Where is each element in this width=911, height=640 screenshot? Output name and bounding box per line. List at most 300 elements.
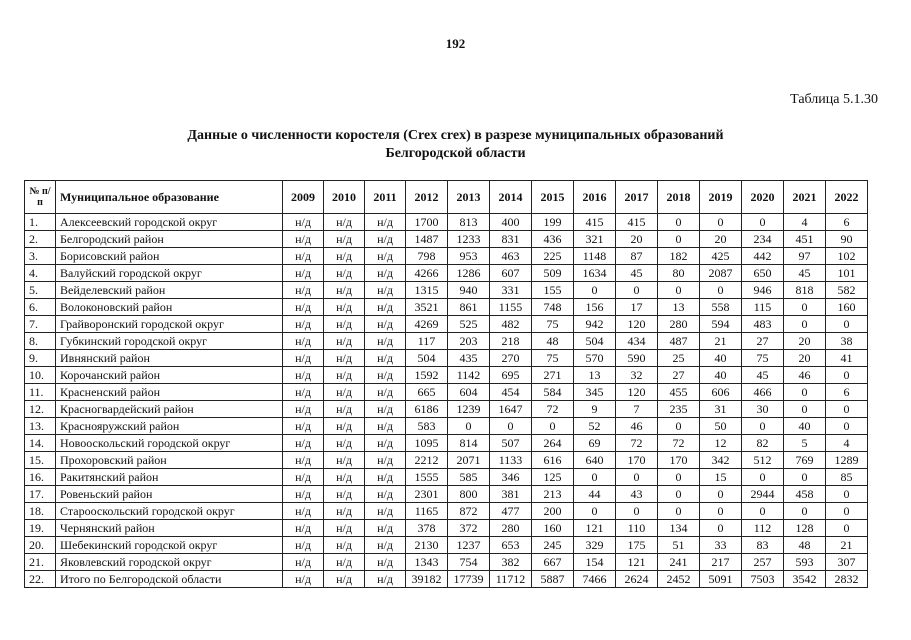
count-cell: н/д (324, 537, 365, 554)
count-cell: 45 (784, 265, 826, 282)
row-number-cell: 6. (25, 299, 56, 316)
municipality-cell: Яковлевский городской округ (56, 554, 283, 571)
count-cell: н/д (365, 282, 406, 299)
count-cell: 160 (532, 520, 574, 537)
column-header-year: 2014 (490, 181, 532, 214)
count-cell: 329 (574, 537, 616, 554)
table-label: Таблица 5.1.30 (790, 92, 878, 107)
count-cell: 558 (700, 299, 742, 316)
count-cell: 0 (784, 401, 826, 418)
count-cell: н/д (283, 282, 324, 299)
count-cell: 0 (700, 214, 742, 231)
table-row (25, 384, 868, 401)
count-cell: 0 (616, 503, 658, 520)
count-cell: н/д (283, 214, 324, 231)
count-cell: 17739 (448, 571, 490, 588)
count-cell: 0 (574, 282, 616, 299)
count-cell: 451 (784, 231, 826, 248)
municipality-cell: Чернянский район (56, 520, 283, 537)
column-header-year: 2013 (448, 181, 490, 214)
count-cell: 0 (784, 503, 826, 520)
count-cell: 41 (826, 350, 868, 367)
count-cell: 695 (490, 367, 532, 384)
count-cell: 72 (532, 401, 574, 418)
count-cell: 4 (784, 214, 826, 231)
count-cell: 120 (616, 316, 658, 333)
count-cell: 45 (742, 367, 784, 384)
count-cell: н/д (365, 452, 406, 469)
count-cell: н/д (283, 503, 324, 520)
count-cell: 382 (490, 554, 532, 571)
row-number-cell: 9. (25, 350, 56, 367)
count-cell: 1133 (490, 452, 532, 469)
table-row (25, 333, 868, 350)
count-cell: 953 (448, 248, 490, 265)
municipality-cell: Валуйский городской округ (56, 265, 283, 282)
count-cell: 9 (574, 401, 616, 418)
count-cell: 213 (532, 486, 574, 503)
count-cell: 0 (700, 486, 742, 503)
count-cell: 0 (826, 316, 868, 333)
column-header-year: 2012 (406, 181, 448, 214)
count-cell: 0 (700, 282, 742, 299)
count-cell: 234 (742, 231, 784, 248)
row-number-cell: 5. (25, 282, 56, 299)
count-cell: 6 (826, 384, 868, 401)
count-cell: н/д (324, 452, 365, 469)
municipality-cell: Шебекинский городской округ (56, 537, 283, 554)
count-cell: н/д (324, 265, 365, 282)
count-cell: 182 (658, 248, 700, 265)
table-row (25, 520, 868, 537)
count-cell: 128 (784, 520, 826, 537)
count-cell: 0 (574, 469, 616, 486)
count-cell: 52 (574, 418, 616, 435)
column-header-year: 2021 (784, 181, 826, 214)
row-number-cell: 11. (25, 384, 56, 401)
count-cell: 4266 (406, 265, 448, 282)
count-cell: 225 (532, 248, 574, 265)
count-cell: 0 (700, 503, 742, 520)
count-cell: 75 (532, 350, 574, 367)
count-cell: 1165 (406, 503, 448, 520)
count-cell: н/д (324, 367, 365, 384)
count-cell: 0 (658, 503, 700, 520)
count-cell: н/д (324, 520, 365, 537)
table-row (25, 367, 868, 384)
count-cell: 280 (658, 316, 700, 333)
count-cell: н/д (324, 231, 365, 248)
count-cell: 1647 (490, 401, 532, 418)
count-cell: 1315 (406, 282, 448, 299)
count-cell: 0 (784, 469, 826, 486)
count-cell: 307 (826, 554, 868, 571)
count-cell: 1237 (448, 537, 490, 554)
count-cell: 121 (616, 554, 658, 571)
count-cell: 154 (574, 554, 616, 571)
count-cell: 1286 (448, 265, 490, 282)
count-cell: 72 (616, 435, 658, 452)
count-cell: 1555 (406, 469, 448, 486)
count-cell: 0 (532, 418, 574, 435)
table-row (25, 571, 868, 588)
count-cell: 0 (658, 282, 700, 299)
table-row (25, 248, 868, 265)
count-cell: н/д (365, 435, 406, 452)
count-cell: 46 (616, 418, 658, 435)
count-cell: 245 (532, 537, 574, 554)
row-number-cell: 13. (25, 418, 56, 435)
count-cell: 946 (742, 282, 784, 299)
table-body (25, 214, 868, 588)
count-cell: 121 (574, 520, 616, 537)
count-cell: 831 (490, 231, 532, 248)
count-cell: н/д (324, 486, 365, 503)
title-line-1: Данные о численности коростеля (Crex crex) в разрезе муниципальных образований (187, 128, 724, 143)
column-header-year: 2022 (826, 181, 868, 214)
column-header-municipality: Муниципальное образование (56, 181, 283, 214)
count-cell: 769 (784, 452, 826, 469)
row-number-cell: 17. (25, 486, 56, 503)
count-cell: 381 (490, 486, 532, 503)
count-cell: 434 (616, 333, 658, 350)
count-cell: 0 (826, 486, 868, 503)
count-cell: 2087 (700, 265, 742, 282)
count-cell: 0 (490, 418, 532, 435)
row-number-cell: 18. (25, 503, 56, 520)
count-cell: 942 (574, 316, 616, 333)
table-row (25, 231, 868, 248)
count-cell: 509 (532, 265, 574, 282)
count-cell: 650 (742, 265, 784, 282)
municipality-cell: Новооскольский городской округ (56, 435, 283, 452)
count-cell: 487 (658, 333, 700, 350)
count-cell: 46 (784, 367, 826, 384)
count-cell: 0 (616, 469, 658, 486)
count-cell: н/д (324, 333, 365, 350)
count-cell: н/д (283, 401, 324, 418)
count-cell: 48 (532, 333, 574, 350)
count-cell: н/д (324, 282, 365, 299)
count-cell: 331 (490, 282, 532, 299)
count-cell: 11712 (490, 571, 532, 588)
count-cell: 80 (658, 265, 700, 282)
count-cell: н/д (324, 384, 365, 401)
count-cell: 75 (742, 350, 784, 367)
count-cell: 2212 (406, 452, 448, 469)
count-cell: 32 (616, 367, 658, 384)
table-row (25, 452, 868, 469)
count-cell: н/д (283, 554, 324, 571)
column-header-number: № п/п (25, 181, 56, 214)
count-cell: 2130 (406, 537, 448, 554)
row-number-cell: 15. (25, 452, 56, 469)
row-number-cell: 19. (25, 520, 56, 537)
count-cell: 0 (658, 231, 700, 248)
count-cell: 199 (532, 214, 574, 231)
count-cell: 134 (658, 520, 700, 537)
count-cell: 3542 (784, 571, 826, 588)
count-cell: 0 (574, 503, 616, 520)
count-cell: 117 (406, 333, 448, 350)
count-cell: 30 (742, 401, 784, 418)
count-cell: 241 (658, 554, 700, 571)
column-header-year: 2016 (574, 181, 616, 214)
count-cell: 4269 (406, 316, 448, 333)
count-cell: 0 (784, 316, 826, 333)
count-cell: 2301 (406, 486, 448, 503)
count-cell: 3521 (406, 299, 448, 316)
column-header-year: 2018 (658, 181, 700, 214)
count-cell: 1289 (826, 452, 868, 469)
count-cell: 175 (616, 537, 658, 554)
count-cell: 170 (658, 452, 700, 469)
row-number-cell: 1. (25, 214, 56, 231)
count-cell: 40 (784, 418, 826, 435)
count-cell: 20 (616, 231, 658, 248)
column-header-year: 2019 (700, 181, 742, 214)
count-cell: 342 (700, 452, 742, 469)
count-cell: 12 (700, 435, 742, 452)
count-cell: 800 (448, 486, 490, 503)
count-cell: н/д (283, 435, 324, 452)
count-cell: 87 (616, 248, 658, 265)
count-cell: 0 (700, 520, 742, 537)
count-cell: 570 (574, 350, 616, 367)
municipality-cell: Алексеевский городской округ (56, 214, 283, 231)
count-cell: н/д (365, 214, 406, 231)
count-cell: 7 (616, 401, 658, 418)
table-row (25, 503, 868, 520)
row-number-cell: 21. (25, 554, 56, 571)
municipality-cell: Грайворонский городской округ (56, 316, 283, 333)
count-cell: 466 (742, 384, 784, 401)
table-row (25, 418, 868, 435)
count-cell: 200 (532, 503, 574, 520)
count-cell: 0 (448, 418, 490, 435)
table-row (25, 214, 868, 231)
count-cell: н/д (324, 469, 365, 486)
table-row (25, 282, 868, 299)
count-cell: н/д (365, 299, 406, 316)
row-number-cell: 12. (25, 401, 56, 418)
count-cell: 1700 (406, 214, 448, 231)
count-cell: 640 (574, 452, 616, 469)
count-cell: н/д (365, 384, 406, 401)
count-cell: 584 (532, 384, 574, 401)
count-cell: 160 (826, 299, 868, 316)
count-cell: н/д (365, 571, 406, 588)
count-cell: 44 (574, 486, 616, 503)
count-cell: 5091 (700, 571, 742, 588)
count-cell: 82 (742, 435, 784, 452)
municipality-cell: Волоконовский район (56, 299, 283, 316)
count-cell: 504 (574, 333, 616, 350)
count-cell: 861 (448, 299, 490, 316)
count-cell: 120 (616, 384, 658, 401)
count-cell: 5887 (532, 571, 574, 588)
count-cell: 0 (826, 503, 868, 520)
count-cell: н/д (365, 401, 406, 418)
count-cell: 69 (574, 435, 616, 452)
row-number-cell: 10. (25, 367, 56, 384)
column-header-year: 2010 (324, 181, 365, 214)
count-cell: 458 (784, 486, 826, 503)
column-header-year: 2011 (365, 181, 406, 214)
count-cell: 235 (658, 401, 700, 418)
column-header-year: 2020 (742, 181, 784, 214)
count-cell: 40 (700, 350, 742, 367)
count-cell: н/д (324, 571, 365, 588)
table-header (25, 181, 868, 214)
municipality-cell: Красненский район (56, 384, 283, 401)
count-cell: н/д (283, 537, 324, 554)
row-number-cell: 8. (25, 333, 56, 350)
count-cell: н/д (365, 503, 406, 520)
count-cell: 20 (784, 350, 826, 367)
count-cell: н/д (283, 384, 324, 401)
row-number-cell: 3. (25, 248, 56, 265)
count-cell: н/д (324, 503, 365, 520)
count-cell: 0 (658, 214, 700, 231)
count-cell: 818 (784, 282, 826, 299)
count-cell: 798 (406, 248, 448, 265)
count-cell: 85 (826, 469, 868, 486)
count-cell: н/д (324, 350, 365, 367)
count-cell: 72 (658, 435, 700, 452)
count-cell: 594 (700, 316, 742, 333)
count-cell: 0 (742, 214, 784, 231)
count-cell: 346 (490, 469, 532, 486)
count-cell: 31 (700, 401, 742, 418)
municipality-cell: Итого по Белгородской области (56, 571, 283, 588)
header-row (25, 181, 868, 214)
count-cell: н/д (283, 316, 324, 333)
count-cell: 504 (406, 350, 448, 367)
count-cell: 665 (406, 384, 448, 401)
title-line-2: Белгородской области (385, 146, 526, 161)
table-row (25, 486, 868, 503)
count-cell: 264 (532, 435, 574, 452)
count-cell: 2452 (658, 571, 700, 588)
count-cell: 13 (658, 299, 700, 316)
municipality-cell: Губкинский городской округ (56, 333, 283, 350)
count-cell: 1634 (574, 265, 616, 282)
count-cell: н/д (283, 469, 324, 486)
count-cell: н/д (324, 435, 365, 452)
count-cell: 203 (448, 333, 490, 350)
count-cell: н/д (283, 299, 324, 316)
count-cell: 20 (700, 231, 742, 248)
municipality-cell: Белгородский район (56, 231, 283, 248)
count-cell: 33 (700, 537, 742, 554)
count-cell: 455 (658, 384, 700, 401)
count-cell: н/д (365, 248, 406, 265)
count-cell: 483 (742, 316, 784, 333)
table-row (25, 316, 868, 333)
population-table (24, 180, 868, 588)
count-cell: 582 (826, 282, 868, 299)
count-cell: 1233 (448, 231, 490, 248)
column-header-year: 2017 (616, 181, 658, 214)
count-cell: 604 (448, 384, 490, 401)
table-row (25, 299, 868, 316)
count-cell: 51 (658, 537, 700, 554)
municipality-cell: Ракитянский район (56, 469, 283, 486)
count-cell: 415 (616, 214, 658, 231)
count-cell: 425 (700, 248, 742, 265)
count-cell: 102 (826, 248, 868, 265)
count-cell: 0 (784, 299, 826, 316)
count-cell: 2832 (826, 571, 868, 588)
count-cell: н/д (324, 214, 365, 231)
count-cell: 378 (406, 520, 448, 537)
count-cell: 13 (574, 367, 616, 384)
count-cell: н/д (283, 231, 324, 248)
count-cell: 0 (826, 520, 868, 537)
count-cell: 217 (700, 554, 742, 571)
count-cell: 1148 (574, 248, 616, 265)
count-cell: 0 (658, 486, 700, 503)
count-cell: 97 (784, 248, 826, 265)
count-cell: 667 (532, 554, 574, 571)
page-title (0, 127, 911, 163)
count-cell: 400 (490, 214, 532, 231)
municipality-cell: Корочанский район (56, 367, 283, 384)
count-cell: н/д (283, 520, 324, 537)
count-cell: 50 (700, 418, 742, 435)
count-cell: 442 (742, 248, 784, 265)
count-cell: 813 (448, 214, 490, 231)
count-cell: н/д (365, 418, 406, 435)
table-row (25, 401, 868, 418)
count-cell: н/д (283, 350, 324, 367)
count-cell: н/д (365, 469, 406, 486)
count-cell: н/д (283, 248, 324, 265)
count-cell: 270 (490, 350, 532, 367)
count-cell: 590 (616, 350, 658, 367)
municipality-cell: Старооскольский городской округ (56, 503, 283, 520)
municipality-cell: Вейделевский район (56, 282, 283, 299)
count-cell: 75 (532, 316, 574, 333)
count-cell: н/д (365, 367, 406, 384)
count-cell: н/д (283, 265, 324, 282)
count-cell: 0 (658, 418, 700, 435)
count-cell: 512 (742, 452, 784, 469)
count-cell: 2944 (742, 486, 784, 503)
count-cell: 940 (448, 282, 490, 299)
count-cell: н/д (324, 299, 365, 316)
count-cell: 4 (826, 435, 868, 452)
count-cell: н/д (365, 554, 406, 571)
column-header-year: 2015 (532, 181, 574, 214)
count-cell: 257 (742, 554, 784, 571)
count-cell: н/д (365, 333, 406, 350)
count-cell: 463 (490, 248, 532, 265)
municipality-cell: Борисовский район (56, 248, 283, 265)
count-cell: 435 (448, 350, 490, 367)
count-cell: 110 (616, 520, 658, 537)
count-cell: 21 (700, 333, 742, 350)
count-cell: 39182 (406, 571, 448, 588)
count-cell: н/д (324, 401, 365, 418)
count-cell: 436 (532, 231, 574, 248)
count-cell: 1343 (406, 554, 448, 571)
count-cell: 872 (448, 503, 490, 520)
municipality-cell: Ровеньский район (56, 486, 283, 503)
count-cell: 40 (700, 367, 742, 384)
count-cell: 748 (532, 299, 574, 316)
